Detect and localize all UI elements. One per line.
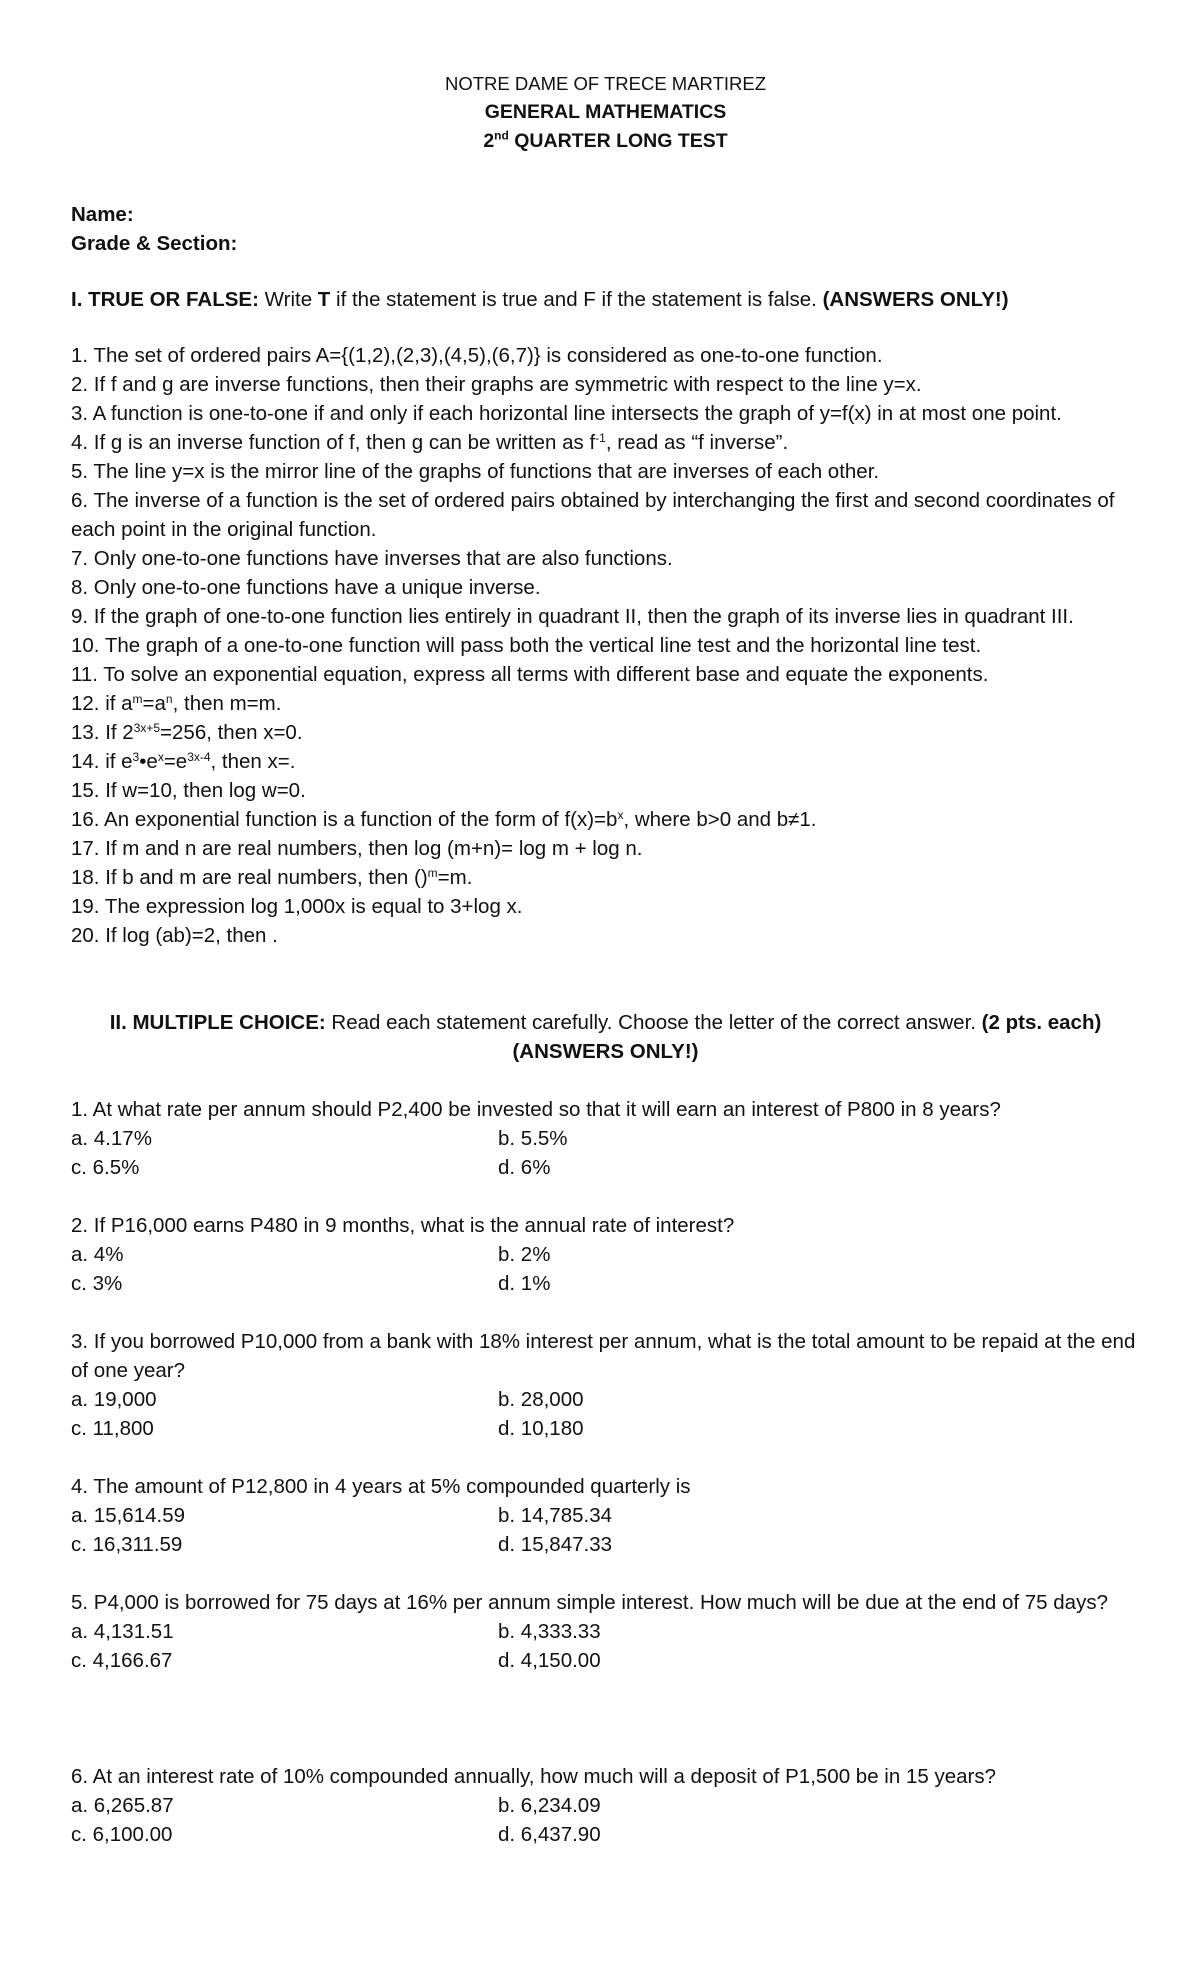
tf-item-17: 17. If m and n are real numbers, then log (m+n)= log m + log n.: [71, 837, 643, 860]
test-title: [71, 127, 1140, 156]
document-header: [71, 70, 1140, 156]
tf-item-13-tail: =256, then x=0.: [160, 721, 303, 744]
instruction-text: if the statement is true and F if the statement is false.: [330, 288, 823, 311]
choice-grid: [71, 1617, 1140, 1675]
mc-question-2: [71, 1211, 1140, 1298]
choice-d: d. 15,847.33: [498, 1533, 612, 1556]
tf-item-1: 1. The set of ordered pairs A={(1,2),(2,3),(4,5),(6,7)} is considered as one-to-one function.: [71, 344, 883, 367]
choice-grid: [71, 1124, 1140, 1182]
tf-item-12-sup: m: [132, 692, 143, 706]
tf-item-18: [71, 863, 1140, 892]
true-false-list: [71, 341, 1140, 950]
tf-item-12-sup: n: [165, 692, 173, 706]
mc-instruction-line: [71, 1008, 1140, 1037]
choice-d: d. 4,150.00: [498, 1649, 601, 1672]
tf-item-6: 6. The inverse of a function is the set of ordered pairs obtained by interchanging the first and second coordinates of each point in the original function.: [71, 489, 1115, 541]
name-label: Name:: [71, 203, 134, 226]
tf-item-12-mid: =a: [142, 692, 166, 715]
question-text: 1. At what rate per annum should P2,400 be invested so that it will earn an interest of P800 in 8 years?: [71, 1098, 1001, 1121]
tf-item-7: 7. Only one-to-one functions have inverses that are also functions.: [71, 547, 673, 570]
question-text: 2. If P16,000 earns P480 in 9 months, what is the annual rate of interest?: [71, 1214, 735, 1237]
test-ordinal-suffix: nd: [494, 128, 509, 143]
question-text: 3. If you borrowed P10,000 from a bank with 18% interest per annum, what is the total amount to be repaid at the end of one year?: [71, 1330, 1136, 1382]
tf-item-4-tail: , read as “f inverse”.: [605, 431, 789, 454]
tf-item-18-sup: m: [427, 866, 438, 880]
tf-item-10: 10. The graph of a one-to-one function will pass both the vertical line test and the horizontal line test.: [71, 634, 982, 657]
grade-section-label: Grade & Section:: [71, 232, 238, 255]
choice-a: a. 4.17%: [71, 1127, 152, 1150]
tf-item-20: 20. If log (ab)=2, then .: [71, 924, 278, 947]
tf-item-16-tail: , where b>0 and b≠1.: [623, 808, 817, 831]
mc-question-6: [71, 1762, 1140, 1849]
tf-item-2: 2. If f and g are inverse functions, then their graphs are symmetric with respect to the line y=x.: [71, 373, 922, 396]
choice-grid: [71, 1385, 1140, 1443]
tf-item-18-tail: =m.: [437, 866, 473, 889]
choice-d: d. 1%: [498, 1272, 551, 1295]
subject-title: GENERAL MATHEMATICS: [484, 101, 727, 123]
tf-item-5: 5. The line y=x is the mirror line of the graphs of functions that are inverses of each other.: [71, 460, 880, 483]
tf-item-14-mid: •e: [139, 750, 158, 773]
choice-d: d. 10,180: [498, 1417, 584, 1440]
true-false-instructions: [71, 285, 1140, 314]
tf-item-11: 11. To solve an exponential equation, express all terms with different base and equate the exponents.: [71, 663, 989, 686]
tf-item-13-text: 13. If 2: [71, 721, 134, 744]
tf-item-14-mid: =e: [163, 750, 188, 773]
question-text: 5. P4,000 is borrowed for 75 days at 16% per annum simple interest. How much will be due at the end of 75 days?: [71, 1591, 1108, 1614]
choice-b: b. 6,234.09: [498, 1794, 601, 1817]
tf-item-13: [71, 718, 1140, 747]
mc-answers-only-line: [71, 1037, 1140, 1066]
tf-item-9: 9. If the graph of one-to-one function lies entirely in quadrant II, then the graph of its inverse lies in quadrant III.: [71, 605, 1074, 628]
choice-d: d. 6%: [498, 1156, 551, 1179]
choice-d: d. 6,437.90: [498, 1823, 601, 1846]
mc-instruction-text: Read each statement carefully. Choose the letter of the correct answer.: [325, 1011, 982, 1034]
choice-c: c. 6,100.00: [71, 1823, 173, 1846]
mc-question-4: [71, 1472, 1140, 1559]
tf-item-4-text: 4. If g is an inverse function of f, then g can be written as f: [71, 431, 596, 454]
tf-item-14-sup: 3x-4: [187, 750, 211, 764]
test-title-rest: QUARTER LONG TEST: [508, 130, 728, 152]
school-name: NOTRE DAME OF TRECE MARTIREZ: [444, 73, 767, 94]
choice-b: b. 14,785.34: [498, 1504, 612, 1527]
mc-question-3: [71, 1327, 1140, 1443]
choice-c: c. 6.5%: [71, 1156, 140, 1179]
choice-b: b. 5.5%: [498, 1127, 568, 1150]
tf-item-12: [71, 689, 1140, 718]
tf-item-12-tail: , then m=m.: [172, 692, 282, 715]
choice-b: b. 4,333.33: [498, 1620, 601, 1643]
choice-grid: [71, 1791, 1140, 1849]
tf-item-14: [71, 747, 1140, 776]
choice-c: c. 3%: [71, 1272, 123, 1295]
tf-item-16-text: 16. An exponential function is a function of the form of f(x)=b: [71, 808, 618, 831]
tf-item-15: 15. If w=10, then log w=0.: [71, 779, 306, 802]
answers-only-note: (ANSWERS ONLY!): [822, 288, 1009, 311]
choice-a: a. 19,000: [71, 1388, 157, 1411]
choice-a: a. 4,131.51: [71, 1620, 174, 1643]
tf-item-19: 19. The expression log 1,000x is equal to 3+log x.: [71, 895, 523, 918]
tf-item-18-text: 18. If b and m are real numbers, then (): [71, 866, 428, 889]
choice-a: a. 15,614.59: [71, 1504, 185, 1527]
tf-item-14-text: 14. if e: [71, 750, 133, 773]
choice-a: a. 6,265.87: [71, 1794, 174, 1817]
choice-grid: [71, 1501, 1140, 1559]
multiple-choice-title: II. MULTIPLE CHOICE:: [109, 1011, 326, 1034]
multiple-choice-instructions: [71, 1008, 1140, 1066]
true-false-title: I. TRUE OR FALSE:: [71, 288, 259, 311]
tf-item-4: [71, 428, 1140, 457]
tf-item-16-sup: x: [617, 808, 624, 822]
instruction-text: Write: [258, 288, 318, 311]
tf-item-4-sup: -1: [595, 431, 606, 445]
choice-c: c. 11,800: [71, 1417, 154, 1440]
tf-item-16: [71, 805, 1140, 834]
instruction-t: T: [317, 288, 331, 311]
question-text: 6. At an interest rate of 10% compounded annually, how much will a deposit of P1,500 be in 15 years?: [71, 1765, 996, 1788]
tf-item-8: 8. Only one-to-one functions have a unique inverse.: [71, 576, 541, 599]
choice-c: c. 16,311.59: [71, 1533, 183, 1556]
points-note: (2 pts. each): [981, 1011, 1102, 1034]
mc-question-5: [71, 1588, 1140, 1675]
tf-item-13-sup: 3x+5: [133, 721, 161, 735]
tf-item-14-sup: 3: [132, 750, 140, 764]
question-text: 4. The amount of P12,800 in 4 years at 5% compounded quarterly is: [71, 1475, 691, 1498]
test-ordinal: 2: [483, 130, 495, 152]
answers-only-note: (ANSWERS ONLY!): [512, 1040, 699, 1063]
tf-item-14-sup: x: [157, 750, 164, 764]
tf-item-14-tail: , then x=.: [210, 750, 296, 773]
choice-b: b. 28,000: [498, 1388, 584, 1411]
choice-b: b. 2%: [498, 1243, 551, 1266]
tf-item-3: 3. A function is one-to-one if and only if each horizontal line intersects the graph of y=f(x) in at most one point.: [71, 402, 1062, 425]
choice-c: c. 4,166.67: [71, 1649, 173, 1672]
choice-grid: [71, 1240, 1140, 1298]
tf-item-12-text: 12. if a: [71, 692, 133, 715]
choice-a: a. 4%: [71, 1243, 124, 1266]
student-info: [71, 200, 1140, 258]
mc-question-1: [71, 1095, 1140, 1182]
